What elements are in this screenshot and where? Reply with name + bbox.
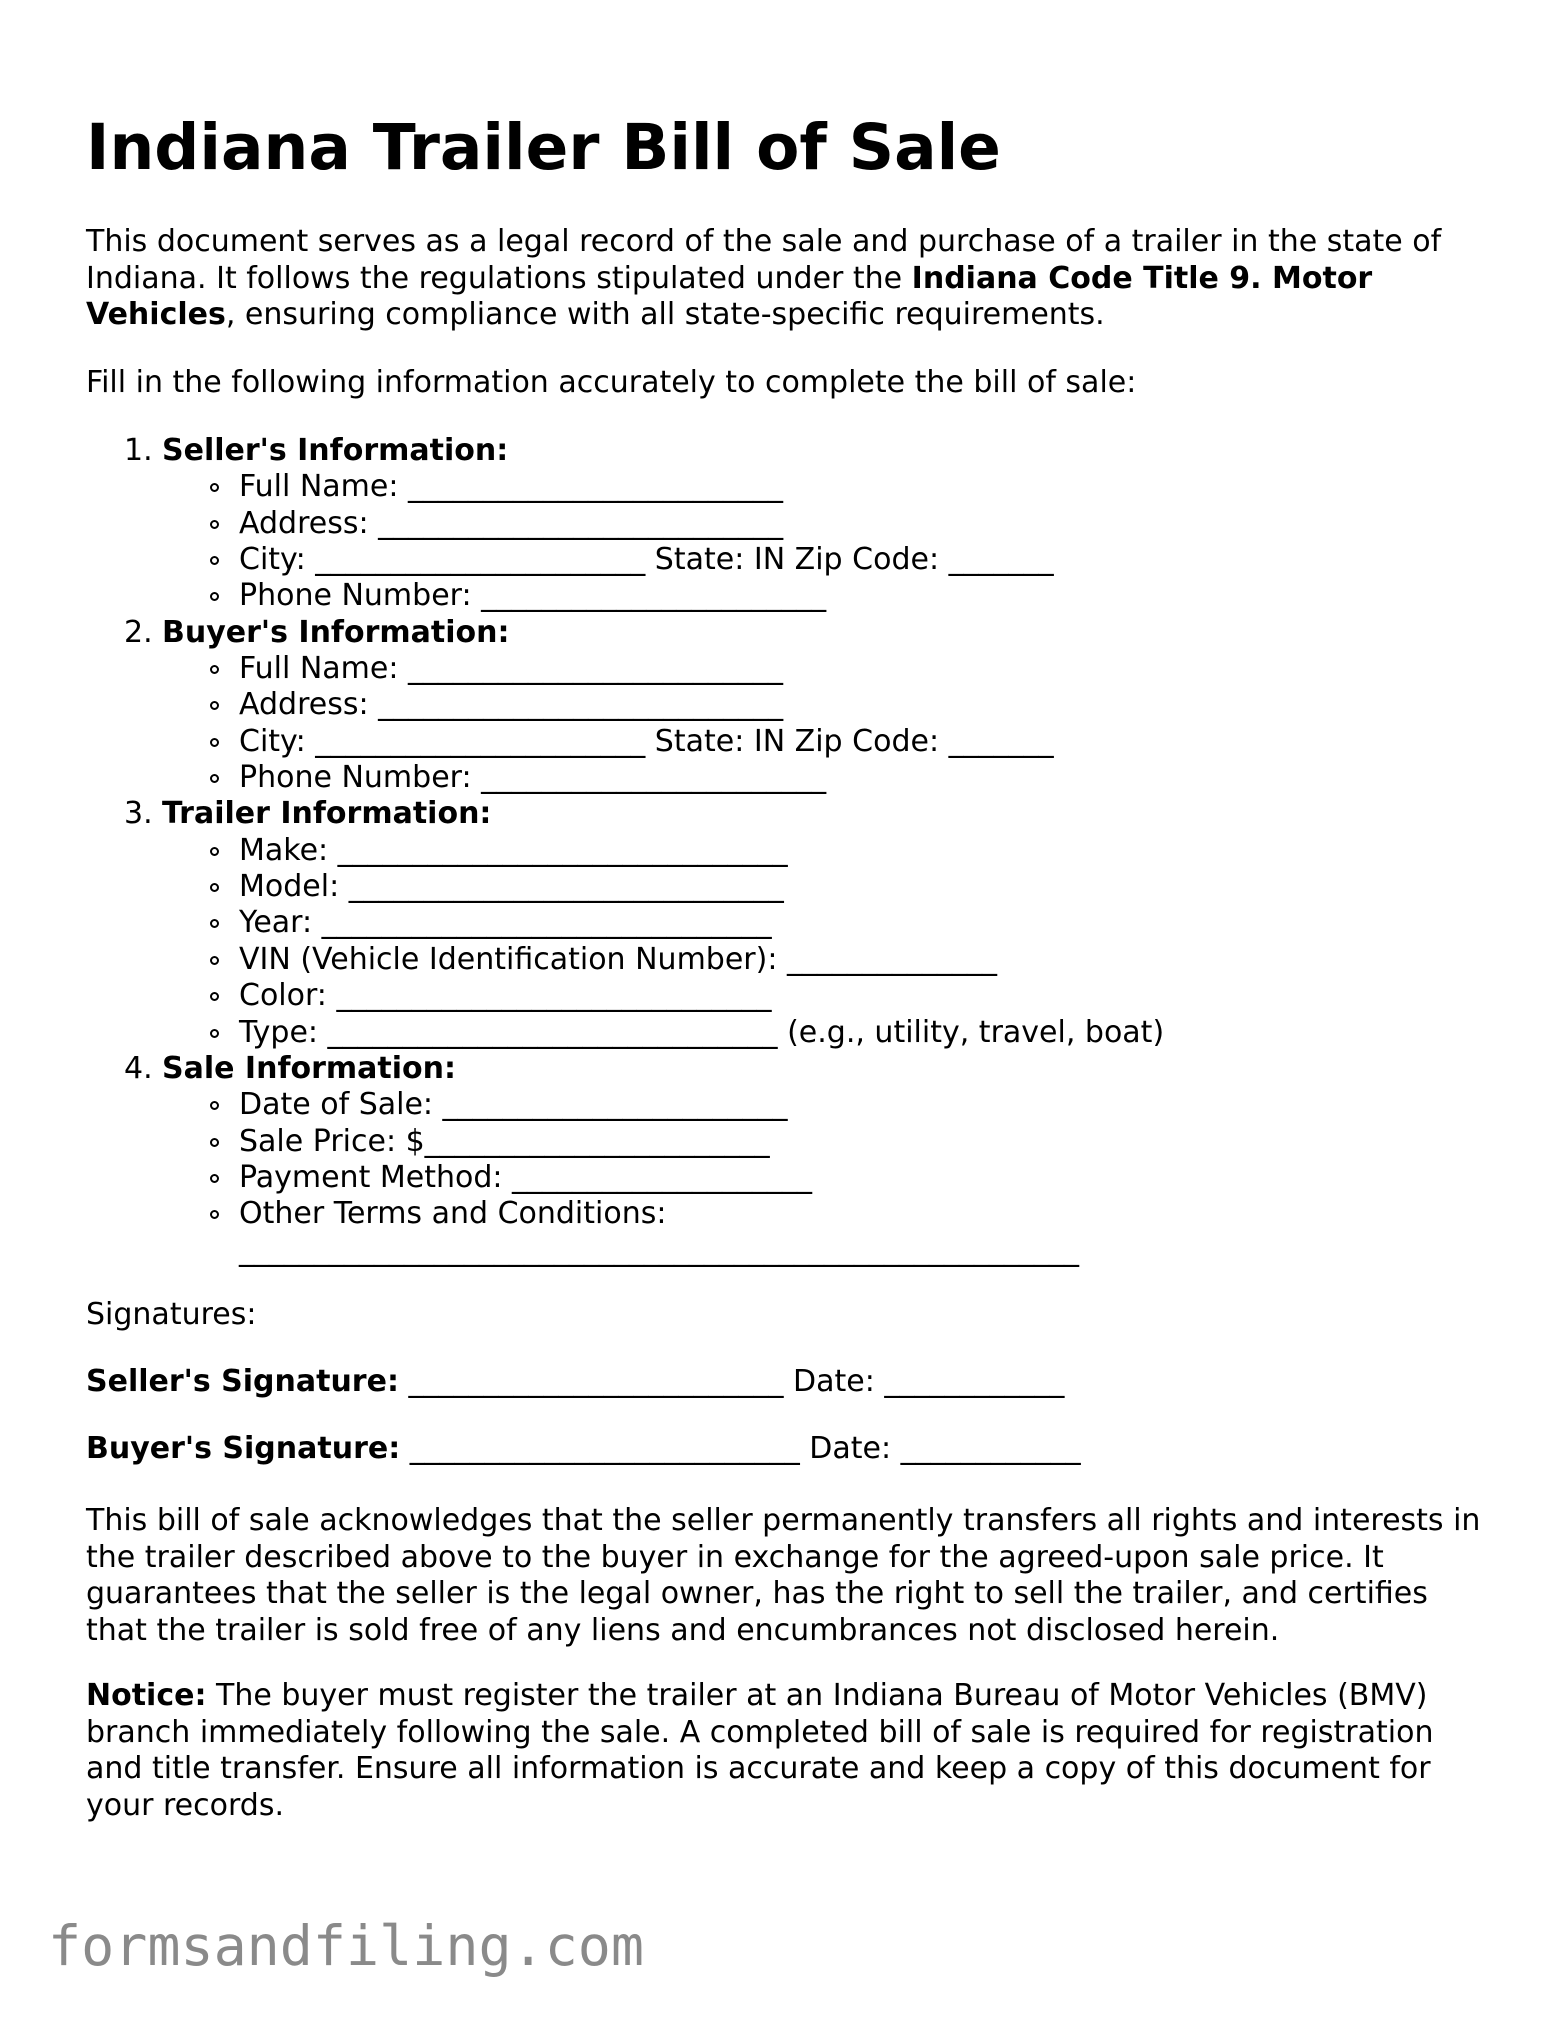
seller-signature-blank[interactable]: _________________________ Date: ____________ — [398, 1364, 1065, 1399]
field-type[interactable]: Type: ______________________________ (e.g., utility, travel, boat) — [239, 1014, 1165, 1050]
section-number: 1. — [124, 433, 153, 468]
bullet-icon — [210, 992, 219, 1001]
field-list — [162, 833, 1164, 1051]
field-date-of-sale[interactable]: Date of Sale: _______________________ — [239, 1087, 788, 1123]
section-trailer — [86, 796, 1164, 1050]
field-make[interactable]: Make: ______________________________ — [239, 832, 788, 868]
field-item — [162, 506, 1164, 542]
acknowledgement-paragraph: This bill of sale acknowledges that the seller permanently transfers all rights and interests in the trailer described above to the buyer in exchange for the agreed-upon sale price. It guarantees that the seller is the legal owner, has the right to sell the trailer, and certifies that the trailer is sold free of any liens and encumbrances not disclosed herein. — [86, 1503, 1481, 1648]
field-item — [162, 1087, 1164, 1123]
field-item — [162, 942, 1164, 978]
notice-text: The buyer must register the trailer at an Indiana Bureau of Motor Vehicles (BMV) branch immediately following the sale. A completed bill of sale is required for registration and title transfer. Ensure all information is accurate and keep a copy of this document for your records. — [86, 1678, 1434, 1823]
sections-list — [86, 433, 1164, 1269]
bullet-icon — [210, 665, 219, 674]
field-list — [162, 1087, 1164, 1269]
field-item — [162, 1124, 1164, 1160]
intro-text-start: This document serves as a legal record of the sale and purchase of a trailer in the state of Indiana. It follows the regulations stipulated under the — [86, 224, 1442, 296]
field-item — [162, 724, 1164, 760]
field-item — [162, 978, 1164, 1014]
section-buyer — [86, 615, 1164, 797]
bullet-icon — [210, 1138, 219, 1147]
bullet-icon — [210, 956, 219, 965]
bullet-icon — [210, 1101, 219, 1110]
buyer-signature-label: Buyer's Signature: — [86, 1431, 401, 1466]
field-item — [162, 542, 1164, 578]
notice-label: Notice: — [86, 1678, 207, 1713]
section-number: 4. — [124, 1050, 153, 1086]
field-model[interactable]: Model: _____________________________ — [239, 869, 784, 905]
document-title: Indiana Trailer Bill of Sale — [86, 111, 1001, 184]
signatures-label: Signatures: — [86, 1297, 257, 1332]
field-phone[interactable]: Phone Number: _______________________ — [239, 578, 827, 614]
field-year[interactable]: Year: ______________________________ — [239, 905, 772, 941]
field-address[interactable]: Address: ___________________________ — [239, 687, 784, 723]
intro-text-end: , ensuring compliance with all state-specific requirements. — [225, 297, 1105, 332]
bullet-icon — [210, 919, 219, 928]
section-number: 2. — [124, 614, 153, 650]
bullet-icon — [210, 592, 219, 601]
field-full-name[interactable]: Full Name: _________________________ — [239, 469, 783, 505]
notice-paragraph — [86, 1678, 1486, 1824]
field-other-terms-line[interactable]: ________________________________________________________ — [239, 1232, 1079, 1268]
field-item — [162, 869, 1164, 905]
field-item — [162, 1015, 1164, 1051]
section-seller — [86, 433, 1164, 615]
field-phone[interactable]: Phone Number: _______________________ — [239, 760, 827, 796]
field-item — [162, 905, 1164, 941]
buyer-signature-line[interactable] — [86, 1431, 1081, 1467]
bullet-icon — [210, 1210, 219, 1219]
section-heading: Sale Information: — [162, 1050, 456, 1086]
bullet-icon — [210, 883, 219, 892]
field-item — [162, 760, 1164, 796]
bullet-icon — [210, 1029, 219, 1038]
bullet-icon — [210, 556, 219, 565]
field-full-name[interactable]: Full Name: _________________________ — [239, 651, 783, 687]
field-city-state-zip[interactable]: City: ______________________ State: IN Zip Code: _______ — [239, 542, 1054, 578]
bullet-icon — [210, 774, 219, 783]
field-item — [162, 1160, 1164, 1196]
section-sale — [86, 1051, 1164, 1269]
bullet-icon — [210, 483, 219, 492]
intro-paragraph — [86, 224, 1486, 334]
bullet-icon — [210, 520, 219, 529]
section-heading: Seller's Information: — [162, 433, 509, 468]
field-vin[interactable]: VIN (Vehicle Identification Number): ______________ — [239, 941, 997, 977]
field-item — [162, 1196, 1164, 1269]
intro-code-reference: Indiana Code Title 9. Motor Vehicles — [86, 260, 1373, 332]
watermark-text: formsandfiling.com — [48, 1914, 645, 1978]
field-item — [162, 687, 1164, 723]
bullet-icon — [210, 701, 219, 710]
bullet-icon — [210, 738, 219, 747]
field-list — [162, 651, 1164, 796]
field-list — [162, 469, 1164, 614]
field-city-state-zip[interactable]: City: ______________________ State: IN Zip Code: _______ — [239, 723, 1054, 759]
section-number: 3. — [124, 796, 153, 832]
section-heading: Buyer's Information: — [162, 614, 510, 650]
section-heading: Trailer Information: — [162, 796, 492, 832]
field-item — [162, 578, 1164, 614]
field-sale-price[interactable]: Sale Price: $_______________________ — [239, 1123, 770, 1159]
field-color[interactable]: Color: _____________________________ — [239, 978, 772, 1014]
bullet-icon — [210, 1174, 219, 1183]
bullet-icon — [210, 847, 219, 856]
seller-signature-line[interactable] — [86, 1364, 1064, 1400]
seller-signature-label: Seller's Signature: — [86, 1364, 399, 1399]
field-item — [162, 469, 1164, 505]
field-item — [162, 833, 1164, 869]
field-payment-method[interactable]: Payment Method: ____________________ — [239, 1159, 813, 1195]
field-address[interactable]: Address: ___________________________ — [239, 505, 784, 541]
field-item — [162, 651, 1164, 687]
field-other-terms-label: Other Terms and Conditions: — [239, 1196, 667, 1232]
buyer-signature-blank[interactable]: __________________________ Date: ____________ — [400, 1431, 1081, 1466]
instruction-text: Fill in the following information accurately to complete the bill of sale: — [86, 365, 1137, 400]
